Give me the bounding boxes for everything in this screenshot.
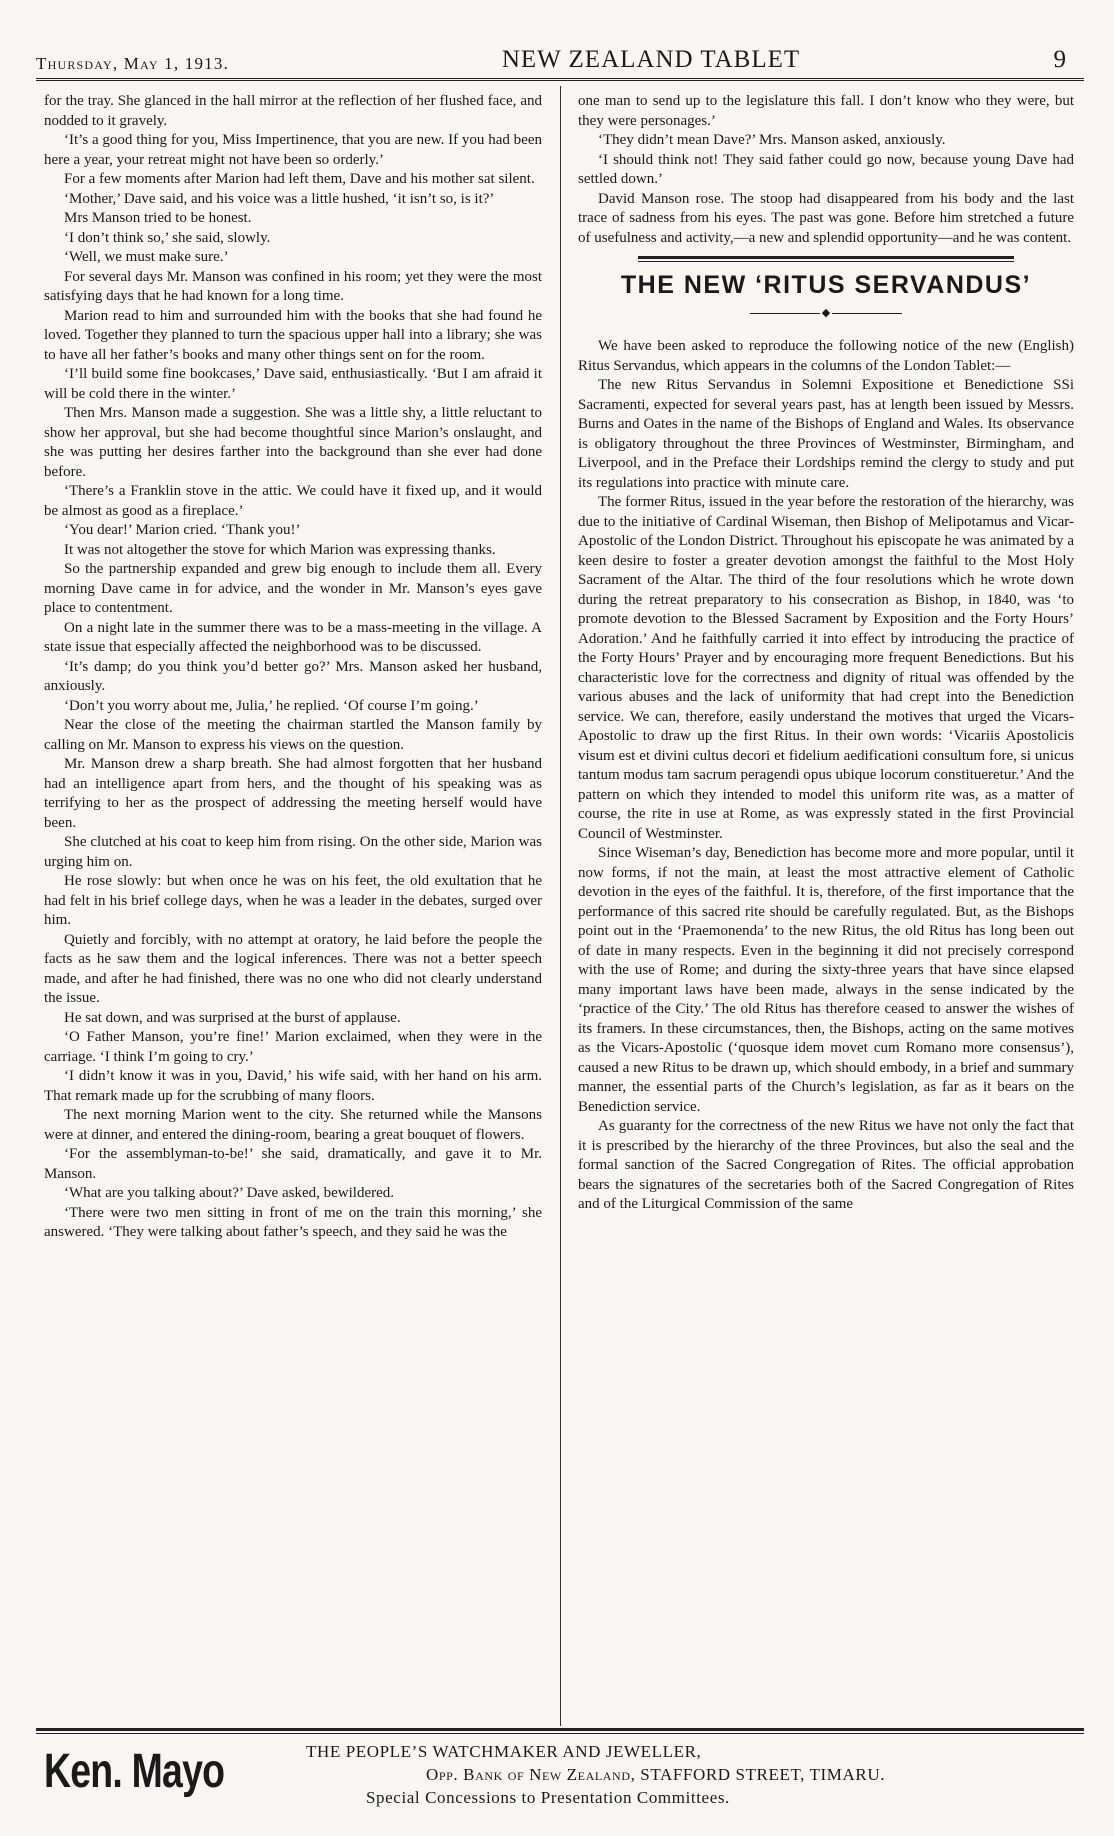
advert-text [306,1740,1066,1809]
story-paragraph: On a night late in the summer there was to be a mass-meeting in the village. A state issue that especially affected the neighborhood was to be discussed. [44,619,542,655]
story-paragraph: He sat down, and was surprised at the burst of applause. [64,1009,401,1026]
issue-date: Thursday, May 1, 1913. [36,54,230,73]
story-paragraph: ‘They didn’t mean Dave?’ Mrs. Manson asked, anxiously. [598,132,946,148]
story-paragraph: ‘It’s damp; do you think you’d better go?’ Mrs. Manson asked her husband, anxiously. [44,658,542,694]
story-paragraph: Near the close of the meeting the chairman startled the Manson family by calling on Mr. Manson to express his views on the question. [44,717,542,753]
masthead: NEW ZEALAND TABLET [501,46,801,73]
title-rule [638,256,1014,262]
title-ornament: ◆ [578,304,1074,324]
story-paragraph: ‘I don’t think so,’ she said, slowly. [64,229,271,246]
story-paragraph: Mr. Manson drew a sharp breath. She had almost forgotten that her husband had an intelligence apart from hers, and the thought of his speaking was as terrifying to her as the prospect of addressing the meeting herself would have been. [44,756,542,831]
article-paragraph: We have been asked to reproduce the following notice of the new (English) Ritus Servandus, which appears in the columns of the London Tablet:— [578,338,1074,374]
advert-rule [36,1728,1084,1734]
header-rule [36,78,1084,85]
article-paragraph: The former Ritus, issued in the year before the restoration of the hierarchy, was due to the initiative of Cardinal Wiseman, then Bishop of Melipotamus and Vicar-Apostolic of the London District. Throughout his episcopate he was animated by a keen desire to foster a greater devotion amongst the faithful to the Most Holy Sacrament of the Altar. The third of the four resolutions which he wrote down during the retreat preparatory to his consecration as Bishop, in 1840, was ‘to promote devotion to the Blessed Sacrament by Exposition and the Forty Hours’ Adoration.’ And he faithfully carried it into effect by introducing the practice of the Forty Hours’ Prayer and by encouraging more frequent Benedictions. But his characteristic love for the correctness and dignity of ritual was offended by the various abuses and the lack of uniformity that had crept into the Benediction service. We can, therefore, easily understand the motives that urged the Vicars-Apostolic to draw up the first Ritus. In their own words: ‘Vicariis Apostolicis visum est et divini cultus decori et fidelium aedificationi consultum fore, si unicus tantum modus tam sacrum peragendi opus ubique locorum constitueretur.’ And the pattern on which they intended to model this uniform rite was, as a matter of course, the rite in use at Rome, as was expressly stated in the first Provincial Council of Westminster. [578,494,1074,842]
story-paragraph: For several days Mr. Manson was confined in his room; yet they were the most satisfying days that he had known for a long time. [44,268,542,304]
article-title-block [578,256,1074,323]
article-paragraph: The new Ritus Servandus in Solemni Expositione et Benedictione SSi Sacramenti, expected for several years past, has at length been issued by Messrs. Burns and Oates in the name of the Bishops of England and Wales. Its observance is obligatory throughout the three Provinces of Westminster, Birmingham, and Liverpool, and in the Preface their Lordships remind the clergy to study and put its regulations into practice with minute care. [578,377,1074,491]
story-paragraph: Then Mrs. Manson made a suggestion. She was a little shy, a little reluctant to show her approval, but she had become thoughtful since Marion’s onslaught, and she was putting her desires farther into the background than she ever had done before. [44,405,542,480]
story-paragraph: ‘Well, we must make sure.’ [64,249,229,265]
story-paragraph: David Manson rose. The stoop had disappeared from his body and the last trace of sadness from his eyes. The past was gone. Before him stretched a future of usefulness and activity,—a new and splendid opportunity—and he was content. [578,190,1074,246]
story-paragraph: ‘Don’t you worry about me, Julia,’ he replied. ‘Of course I’m going.’ [64,697,479,714]
story-paragraph: ‘There’s a Franklin stove in the attic. We could have it fixed up, and it would be almost as good as a fireplace.’ [44,483,542,519]
story-paragraph: The next morning Marion went to the city. She returned while the Mansons were at dinner, and entered the dining-room, bearing a great bouquet of flowers. [44,1107,542,1143]
page-number: 9 [1053,46,1066,73]
story-paragraph: For a few moments after Marion had left them, Dave and his mother sat silent. [64,171,535,187]
story-paragraph: ‘For the assemblyman-to-be!’ she said, dramatically, and gave it to Mr. Manson. [44,1146,542,1182]
story-paragraph: ‘What are you talking about?’ Dave asked, bewildered. [64,1185,394,1201]
page-header [36,40,1084,74]
story-paragraph: Marion read to him and surrounded him with the books that she had found he loved. Together they planned to turn the spacious upper hall into a library; she was to have all her father’s books and many other things sent on for the room. [44,307,542,363]
advert-brand: Ken. Mayo [44,1745,225,1798]
advert-line-1: THE PEOPLE’S WATCHMAKER AND JEWELLER, [306,1742,702,1761]
story-paragraph: ‘I didn’t know it was in you, David,’ his wife said, with her hand on his arm. That remark made up for the scrubbing of many floors. [44,1068,542,1104]
story-paragraph: ‘You dear!’ Marion cried. ‘Thank you!’ [64,522,301,538]
advert-line-2: Opp. Bank of New Zealand, STAFFORD STREET, TIMARU. [426,1765,886,1784]
article-paragraph: As guaranty for the correctness of the new Ritus we have not only the fact that it is prescribed by the hierarchy of the three Provinces, but also the seal and the formal sanction of the Sacred Congregation of Rites. The official approbation bears the signatures of the secretaries both of the Sacred Congregation of Rites and of the Liturgical Commission of the same [578,1118,1074,1212]
story-paragraph: Mrs Manson tried to be honest. [64,210,252,226]
story-paragraph: She clutched at his coat to keep him from rising. On the other side, Marion was urging him on. [44,834,542,870]
story-paragraph: ‘I’ll build some fine bookcases,’ Dave said, enthusiastically. ‘But I am afraid it will be cold there in the winter.’ [44,366,542,402]
advertisement [36,1740,1084,1820]
story-paragraph: ‘There were two men sitting in front of me on the train this morning,’ she answered. ‘They were talking about father’s speech, and they said he was the [44,1204,542,1240]
story-paragraph: It was not altogether the stove for which Marion was expressing thanks. [64,541,496,558]
article-title: THE NEW ‘RITUS SERVANDUS’ [620,271,1032,299]
story-paragraph: one man to send up to the legislature this fall. I don’t know who they were, but they were personages.’ [578,93,1074,129]
column-divider [560,86,561,1726]
advert-line-3: Special Concessions to Presentation Committees. [366,1788,730,1807]
right-column [578,92,1074,1714]
story-paragraph: ‘It’s a good thing for you, Miss Impertinence, that you are new. If you had been here a year, your retreat might not have been so orderly.’ [44,132,542,168]
left-column [44,92,542,1714]
story-paragraph: ‘O Father Manson, you’re fine!’ Marion exclaimed, when they were in the carriage. ‘I think I’m going to cry.’ [44,1029,542,1065]
story-paragraph: Quietly and forcibly, with no attempt at oratory, he laid before the people the facts as he saw them and the logical inferences. There was not a better speech made, and after he had finished, there was no one who did not clearly understand the issue. [44,931,542,1006]
story-paragraph: So the partnership expanded and grew big enough to include them all. Every morning Dave came in for advice, and the wonder in Mr. Manson’s eyes gave place to contentment. [44,561,542,616]
story-paragraph: ‘Mother,’ Dave said, and his voice was a little hushed, ‘it isn’t so, is it?’ [64,190,495,207]
article-paragraph: Since Wiseman’s day, Benediction has become more and more popular, until it now forms, if not the main, at least the most attractive element of Catholic devotion in the eyes of the faithful. It is, therefore, of the first importance that the performance of this sacred rite should be carefully regulated. But, as the Bishops point out in the ‘Praemonenda’ to the new Ritus, the old Ritus has long been out of date in many respects. Even in the beginning it did not precisely correspond with the use of Rome; and during the sixty-three years that have since elapsed many important laws have been made, always in the sense indicated by the ‘practice of the City.’ The old Ritus has therefore ceased to answer the wishes of its framers. In these circumstances, then, the Bishops, acting on the same motives as the Vicars-Apostolic (‘quosque idem movet cum Romano more consensus’), caused a new Ritus to be drawn up, which should embody, in a brief and summary manner, the essential parts of the Church’s legislation, as far as it bears on the Benediction service. [578,845,1074,1115]
story-paragraph: He rose slowly: but when once he was on his feet, the old exultation that he had felt in his brief college days, when he was a leader in the debates, surged over him. [44,873,542,928]
story-paragraph: for the tray. She glanced in the hall mirror at the reflection of her flushed face, and nodded to it gravely. [44,93,542,129]
story-paragraph: ‘I should think not! They said father could go now, because young Dave had settled down.’ [578,151,1074,187]
